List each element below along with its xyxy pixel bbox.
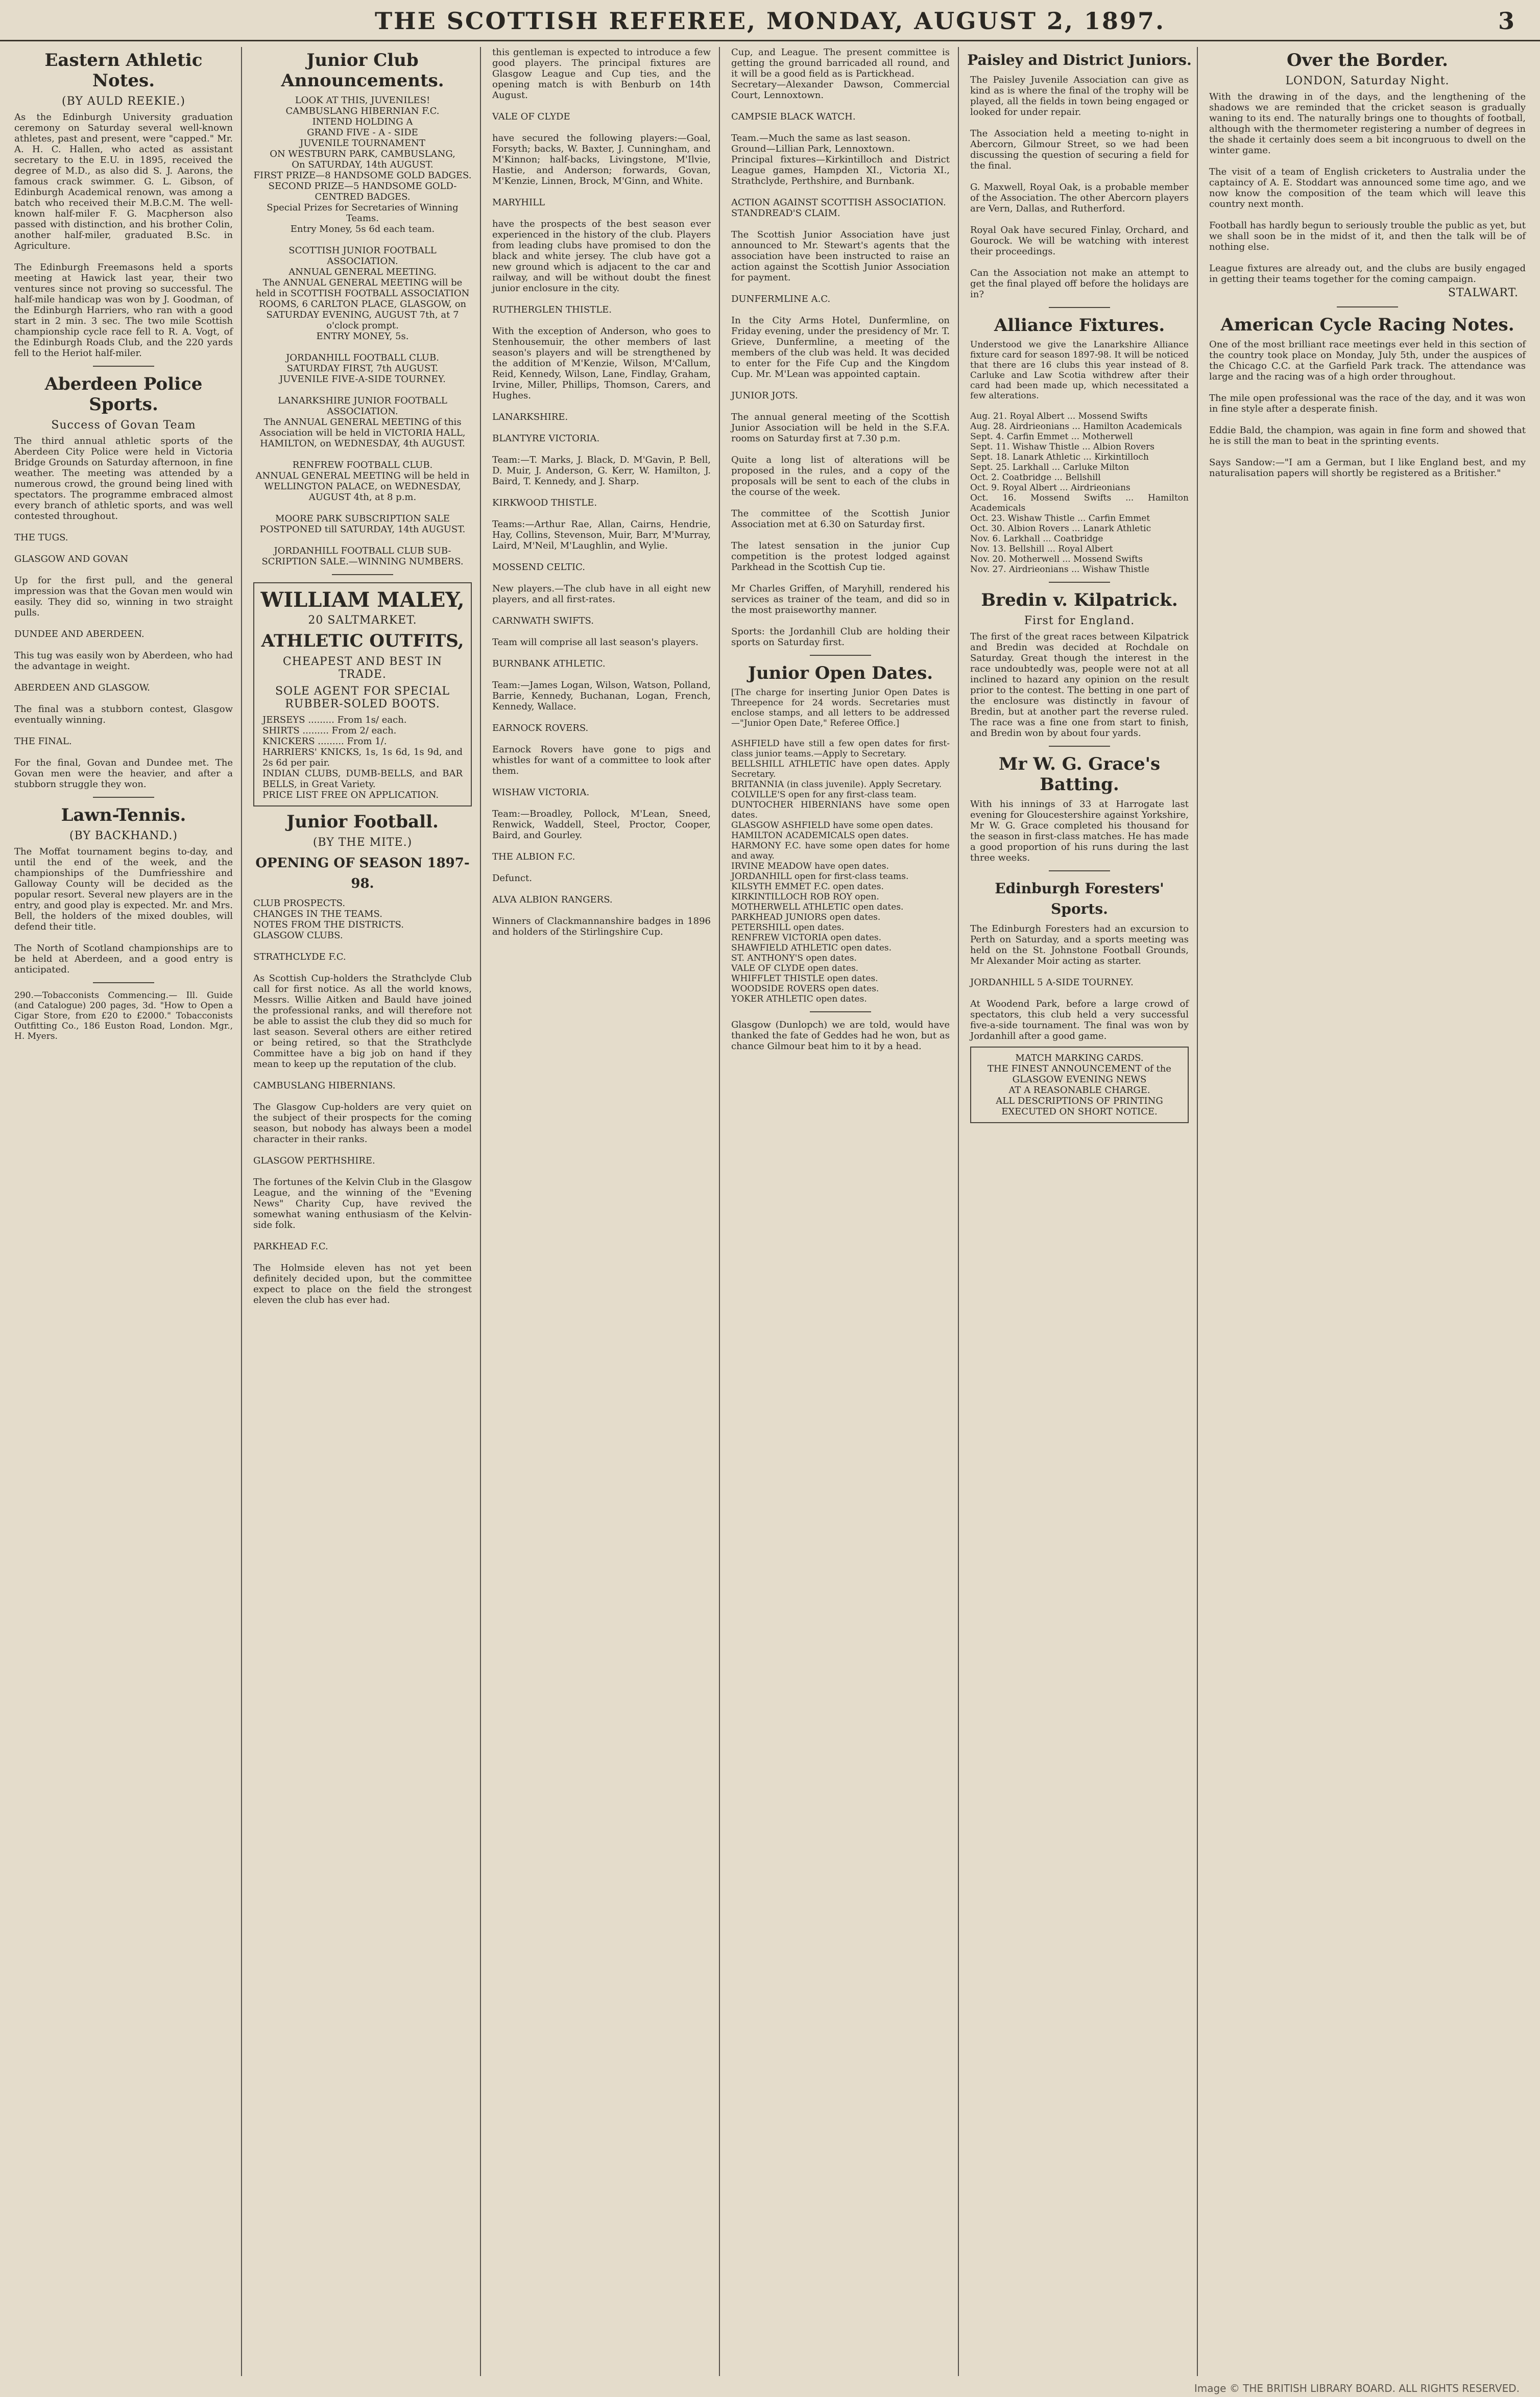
separator <box>93 797 154 798</box>
separator <box>1049 307 1110 308</box>
ad-line: SOLE AGENT FOR SPECIAL RUBBER-SOLED BOOTS. <box>275 685 450 710</box>
column-3 <box>489 47 714 2376</box>
printing-advertisement: MATCH MARKING CARDS. THE FINEST ANNOUNCEMENT of the GLASGOW EVENING NEWS AT A REASONABLE CHARGE. ALL DESCRIPTIONS OF PRINTING EXECUTED ON SHORT NOTICE. <box>970 1047 1189 1123</box>
page-number: 3 <box>1498 7 1514 35</box>
article-body: this gentleman is expected to introduce a few good players. The principal fixtures are Glasgow League and Cup ties, and the opening match is with Benburb on 14th August. VALE OF CLYDE have secured the following players:—Goal, Forsyth; backs, W. Baxter, J. Cunningham, and M'Kinnon; half-backs, Livingstone, M'Ilvie, Hastie, and Anderson; forwards, Govan, M'Kenzie, Linnen, Brock, M'Ginn, and White. MARYHILL have the prospects of the best season ever experienced in the history of the club. Players from leading clubs have promised to don the black and white jersey. The club have got a new ground which is adjacent to the car and railway, and will be without doubt the finest junior enclosure in the city. RUTHERGLEN THISTLE. With the exception of Anderson, who goes to Stenhousemuir, the other members of last season's players and will be strengthened by the addition of M'Kenzie, Wilson, M'Callum, Reid, Kennedy, Wilson, Lane, Findlay, Graham, Irvine, Miller, Phillips, Thomson, Carers, and Hughes. LANARKSHIRE. BLANTYRE VICTORIA. Team:—T. Marks, J. Black, D. M'Gavin, P. Bell, D. Muir, J. Anderson, G. Kerr, W. Hamilton, J. Baird, T. Kennedy, and J. Sharp. KIRKWOOD THISTLE. Teams:—Arthur Rae, Allan, Cairns, Hendrie, Hay, Collins, Stevenson, Muir, Barr, M'Murray, Laird, M'Neil, M'Laughlin, and Wylie. MOSSEND CELTIC. New players.—The club have in all eight new players, and all first-rates. CARNWATH SWIFTS. Team will comprise all last season's players. BURNBANK ATHLETIC. Team:—James Logan, Wilson, Watson, Polland, Barrie, Kennedy, Buchanan, Logan, French, Kennedy, Wallace. EARNOCK ROVERS. Earnock Rovers have gone to pigs and whistles for want of a committee to look after them. WISHAW VICTORIA. Team:—Broadley, Pollock, M'Lean, Sneed, Renwick, Waddell, Steel, Proctor, Cooper, Baird, and Gourley. THE ALBION F.C. Defunct. ALVA ALBION RANGERS. Winners of Clackmannanshire badges in 1896 and holders of the Stirlingshire Cup. <box>492 47 711 937</box>
section-heading: Junior Football. <box>286 812 439 832</box>
article-body: With his innings of 33 at Harrogate last evening for Gloucestershire against Yorkshire, Mr W. G. Grace completed his thousand for the season in first-class matches. He has made a good proportion of his runs during the last three weeks. <box>970 799 1192 863</box>
column-rule <box>719 47 720 2376</box>
maley-advertisement <box>253 582 472 806</box>
section-heading: Junior Open Dates. <box>748 663 933 683</box>
article-body: The first of the great races between Kilpatrick and Bredin was decided at Rochdale on Saturday. Great though the interest in the race undoubtedly was, people were not at all inclined to hazard any opinion on the result prior to the contest. The betting in one part of the enclosure was distinctly in favour of Bredin, but at another part the reverse ruled. The race was a fine one from start to finish, and Bredin won by about four yards. <box>970 631 1192 739</box>
article-body: One of the most brilliant race meetings ever held in this section of the country took place on Monday, July 5th, under the auspices of the Chicago C.C. at the Garfield Park track. The attendance was large and the racing was of a high order throughout. The mile open professional was the race of the day, and it was won in fine style after a desperate finish. Eddie Bald, the champion, was again in fine form and showed that he is still the man to beat in the sprinting events. Says Sandow:—"I am a German, but I like England best, and my naturalisation papers will shortly be registered as a Britisher." <box>1209 339 1526 479</box>
ad-items: JERSEYS ......... From 1s/ each. SHIRTS ......... From 2/ each. KNICKERS ......... From 1/. HARRIERS' KNICKS, 1s, 1s 6d, 1s 9d, and 2s 6d per pair. INDIAN CLUBS, DUMB-BELLS, and BAR BELLS, in Great Variety. PRICE LIST FREE ON APPLICATION. <box>262 715 463 800</box>
article-body: Cup, and League. The present committee is getting the ground barricaded all round, and it will be a good field as is Partickhead. Secretary—Alexander Dawson, Commercial Court, Lennoxtown. CAMPSIE BLACK WATCH. Team.—Much the same as last season. Ground—Lillian Park, Lennoxtown. Principal fixtures—Kirkintilloch and District League games, Hampden XI., Victoria XI., Strathclyde, Perthshire, and Burnbank. ACTION AGAINST SCOTTISH ASSOCIATION. STANDREAD'S CLAIM. The Scottish Junior Association have just announced to Mr. Stewart's agents that the association have been instructed to raise an action against the Scottish Junior Association for payment. DUNFERMLINE A.C. In the City Arms Hotel, Dunfermline, on Friday evening, under the presidency of Mr. T. Grieve, Dunfermline, a meeting of the members of the club was held. It was decided to enter for the Fife Cup and the Kingdom Cup. Mr. M'Lean was appointed captain. JUNIOR JOTS. The annual general meeting of the Scottish Junior Association will be held in the S.F.A. rooms on Saturday first at 7.30 p.m. Quite a long list of alterations will be proposed in the rules, and a copy of the proposals will be sent to each of the clubs in the course of the week. The committee of the Scottish Junior Association met at 6.30 on Saturday first. The latest sensation in the junior Cup competition is the protest lodged against Parkhead in the Scottish Cup tie. Mr Charles Griffen, of Maryhill, rendered his services as trainer of the team, and did so in the most praiseworthy manner. Sports: the Jordanhill Club are holding their sports on Saturday first. <box>731 47 950 648</box>
column-1 <box>11 47 236 2376</box>
separator <box>332 574 393 575</box>
separator <box>1337 306 1398 307</box>
article-body: The Moffat tournament begins to-day, and until the end of the week, and the championships of the Dumfriesshire and Galloway County will be decided as the popular resort. Several new players are in the entry, and good play is expected. Mr. and Mrs. Bell, the holders of the mixed doubles, will defend their title. The North of Scotland championships are to be held at Aberdeen, and a good entry is anticipated. <box>14 846 233 975</box>
newspaper-title: THE SCOTTISH REFEREE, MONDAY, AUGUST 2, 1897. <box>374 7 1166 35</box>
fixtures-list: Understood we give the Lanarkshire Alliance fixture card for season 1897-98. It will be noticed that there are 16 clubs this year instead of 8. Carluke and Law Scotia withdrew after their card had been made up, which necessitated a few alterations. Aug. 21. Royal Albert ... Mossend Swifts Aug. 28. Airdrieonians ... Hamilton Academicals Sept. 4. Carfin Emmet ... Motherwell Sept. 11. Wishaw Thistle ... Albion Rovers Sept. 18. Lanark Athletic ... Kirkintilloch Sept. 25. Larkhall ... Carluke Milton Oct. 2. Coatbridge ... Bellshill Oct. 9. Royal Albert ... Airdrieonians Oct. 16. Mossend Swifts ... Hamilton Academicals Oct. 23. Wishaw Thistle ... Carfin Emmet Oct. 30. Albion Rovers ... Lanark Athletic Nov. 6. Larkhall ... Coatbridge Nov. 13. Bellshill ... Royal Albert Nov. 20. Motherwell ... Mossend Swifts Nov. 27. Airdrieonians ... Wishaw Thistle <box>970 340 1189 575</box>
article-body: As the Edinburgh University graduation ceremony on Saturday several well-known athletes, past and present, were "capped." Mr. A. H. C. Hallen, who acted as assistant secretary to the E.U. in 1895, received the degree of M.D., as also did S. J. Aarons, the famous crack swimmer. G. L. Gibson, of Edinburgh Academical renown, was among a batch who received their M.B.C.M. The well-known half-miler F. G. Macpherson also passed with distinction, and his brother Colin, another half-miler, graduated B.Sc. in Agriculture. The Edinburgh Freemasons held a sports meeting at Hawick last year, their two ventures since not proving so successful. The half-mile handicap was won by J. Goodman, of the Edinburgh Harriers, who ran with a good start in 2 min. 3 sec. The two mile Scottish championship cycle race fell to R. A. Vogt, of the Edinburgh Roads Club, and the 220 yards fell to the Heriot half-miler. <box>14 112 233 359</box>
subheading: First for England. <box>1024 614 1135 627</box>
section-heading: American Cycle Racing Notes. <box>1220 315 1514 335</box>
separator <box>93 982 154 983</box>
advertiser-address: 20 SALTMARKET. <box>308 614 417 627</box>
column-4 <box>728 47 953 2376</box>
subheading: Success of Govan Team <box>51 419 196 432</box>
column-rule <box>480 47 481 2376</box>
footer <box>0 2380 1540 2397</box>
column-rule <box>241 47 242 2376</box>
section-heading: Alliance Fixtures. <box>994 315 1165 336</box>
separator <box>1049 870 1110 871</box>
classified-ad: 290.—Tobacconists Commencing.— Ill. Guide (and Catalogue) 200 pages, 3d. "How to Open a Cigar Store, from £20 to £2000." Tobacconists Outfitting Co., 186 Euston Road, London. Mgr., H. Myers. <box>14 990 233 1041</box>
column-5 <box>967 47 1192 2376</box>
article-body: Glasgow (Dunlopch) we are told, would have thanked the fate of Geddes had he won, but as chance Gilmour beat him to it by a head. <box>731 1019 953 1052</box>
separator <box>810 1011 871 1012</box>
column-rule <box>958 47 959 2376</box>
section-heading: Aberdeen Police Sports. <box>44 374 203 415</box>
section-heading: Junior Club Announcements. <box>281 50 444 91</box>
byline: (BY BACKHAND.) <box>69 829 178 842</box>
section-heading: Lawn-Tennis. <box>61 805 186 825</box>
column-rule <box>1197 47 1198 2376</box>
separator <box>93 366 154 367</box>
dateline: LONDON, Saturday Night. <box>1285 75 1450 87</box>
masthead <box>0 0 1540 41</box>
section-heading: Eastern Athletic Notes. <box>44 50 203 91</box>
section-heading: Edinburgh Foresters' Sports. <box>995 880 1164 917</box>
open-dates-list: [The charge for inserting Junior Open Dates is Threepence for 24 words. Secretaries must enclose stamps, and all letters to be addressed—"Junior Open Date," Referee Office.] ASHFIELD have still a few open dates for first-class junior teams.—Apply to Secretary. BELLSHILL ATHLETIC have open dates. Apply Secretary. BRITANNIA (in class juvenile). Apply Secretary. COLVILLE'S open for any first-class team. DUNTOCHER HIBERNIANS have some open dates. GLASGOW ASHFIELD have some open dates. HAMILTON ACADEMICALS open dates. HARMONY F.C. have some open dates for home and away. IRVINE MEADOW have open dates. JORDANHILL open for first-class teams. KILSYTH EMMET F.C. open dates. KIRKINTILLOCH ROB ROY open. MOTHERWELL ATHLETIC open dates. PARKHEAD JUNIORS open dates. PETERSHILL open dates. RENFREW VICTORIA open dates. SHAWFIELD ATHLETIC open dates. ST. ANTHONY'S open dates. VALE OF CLYDE open dates. WHIFFLET THISTLE open dates. WOODSIDE ROVERS open dates. YOKER ATHLETIC open dates. <box>731 687 950 1004</box>
subheading: OPENING OF SEASON 1897-98. <box>255 856 470 891</box>
section-heading: Bredin v. Kilpatrick. <box>981 590 1178 610</box>
column-6 <box>1206 47 1529 2376</box>
ad-line: ATHLETIC OUTFITS, <box>261 631 464 651</box>
club-announcements: LOOK AT THIS, JUVENILES! CAMBUSLANG HIBERNIAN F.C. INTEND HOLDING A GRAND FIVE - A - SIDE JUVENILE TOURNAMENT ON WESTBURN PARK, CAMBUSLANG, On SATURDAY, 14th AUGUST. FIRST PRIZE—8 HANDSOME GOLD BADGES. SECOND PRIZE—5 HANDSOME GOLD-CENTRED BADGES. Special Prizes for Secretaries of Winning Teams. Entry Money, 5s 6d each team. SCOTTISH JUNIOR FOOTBALL ASSOCIATION. ANNUAL GENERAL MEETING. The ANNUAL GENERAL MEETING will be held in SCOTTISH FOOTBALL ASSOCIATION ROOMS, 6 CARLTON PLACE, GLASGOW, on SATURDAY EVENING, AUGUST 7th, at 7 o'clock prompt. ENTRY MONEY, 5s. JORDANHILL FOOTBALL CLUB. SATURDAY FIRST, 7th AUGUST. JUVENILE FIVE-A-SIDE TOURNEY. LANARKSHIRE JUNIOR FOOTBALL ASSOCIATION. The ANNUAL GENERAL MEETING of this Association will be held in VICTORIA HALL, HAMILTON, on WEDNESDAY, 4th AUGUST. RENFREW FOOTBALL CLUB. ANNUAL GENERAL MEETING will be held in WELLINGTON PALACE, on WEDNESDAY, AUGUST 4th, at 8 p.m. MOORE PARK SUBSCRIPTION SALE POSTPONED till SATURDAY, 14th AUGUST. JORDANHILL FOOTBALL CLUB SUB-SCRIPTION SALE.—WINNING NUMBERS. <box>253 95 472 567</box>
ad-line: CHEAPEST AND BEST IN TRADE. <box>282 655 443 681</box>
copyright-notice: Image © THE BRITISH LIBRARY BOARD. ALL RIGHTS RESERVED. <box>1194 2382 1520 2394</box>
article-body: With the drawing in of the days, and the lengthening of the shadows we are reminded that the cricket season is gradually waning to its end. The naturally brings one to thoughts of football, although with the thermometer registering a number of degrees in the shade it certainly does seem a bit incongruous to dwell on the winter game. The visit of a team of English cricketers to Australia under the captaincy of A. E. Stoddart was announced some time ago, and we now know the composition of the team which will leave this country next month. Football has hardly begun to seriously trouble the public as yet, but we shall soon be in the midst of it, and then the talk will be of nothing else. League fixtures are already out, and the clubs are busily engaged in getting their teams together for the coming campaign. <box>1209 91 1526 284</box>
separator <box>1049 746 1110 747</box>
article-body: The Edinburgh Foresters had an excursion to Perth on Saturday, and a sports meeting was held on the St. Johnstone Football Grounds, Mr Alexander Moir acting as starter. JORDANHILL 5 A-SIDE TOURNEY. At Woodend Park, before a large crowd of spectators, this club held a very successful five-a-side tournament. The final was won by Jordanhill after a good game. <box>970 923 1189 1041</box>
byline: (BY AULD REEKIE.) <box>62 95 185 108</box>
section-heading: Mr W. G. Grace's Batting. <box>998 754 1161 795</box>
section-heading: Paisley and District Juniors. <box>967 52 1192 68</box>
column-2 <box>250 47 475 2376</box>
article-body: CLUB PROSPECTS. CHANGES IN THE TEAMS. NOTES FROM THE DISTRICTS. GLASGOW CLUBS. STRATHCLYDE F.C. As Scottish Cup-holders the Strathclyde Club call for first notice. As all the world knows, Messrs. Willie Aitken and Bauld have joined the professional ranks, and will therefore not be able to assist the club they did so much for last season. Several others are either retired or being retired, so that the Strathclyde Committee have a big job on hand if they mean to keep up the reputation of the club. CAMBUSLANG HIBERNIANS. The Glasgow Cup-holders are very quiet on the subject of their prospects for the coming season, but nobody has always been a model character in their ranks. GLASGOW PERTHSHIRE. The fortunes of the Kelvin Club in the Glasgow League, and the winning of the "Evening News" Charity Cup, have revived the somewhat waning enthusiasm of the Kelvin-side folk. PARKHEAD F.C. The Holmside eleven has not yet been definitely decided upon, but the committee expect to place on the field the strongest eleven the club has ever had. <box>253 898 472 1306</box>
advertiser-name: WILLIAM MALEY, <box>260 588 465 612</box>
article-body: The third annual athletic sports of the Aberdeen City Police were held in Victoria Bridge Grounds on Saturday afternoon, in fine weather. The meeting was attended by a numerous crowd, the ground being lined with spectators. The programme embraced almost every branch of athletic sports, and was well contested throughout. THE TUGS. GLASGOW AND GOVAN Up for the first pull, and the general impression was that the Govan men would win easily. They did so, winning in two straight pulls. DUNDEE AND ABERDEEN. This tug was easily won by Aberdeen, who had the advantage in weight. ABERDEEN AND GLASGOW. The final was a stubborn contest, Glasgow eventually winning. THE FINAL. For the final, Govan and Dundee met. The Govan men were the heavier, and after a stubborn struggle they won. <box>14 436 233 790</box>
separator <box>810 655 871 656</box>
byline: (BY THE MITE.) <box>312 836 413 849</box>
signoff: STALWART. <box>1448 287 1519 299</box>
article-body: The Paisley Juvenile Association can give as kind as is where the final of the trophy will be played, all the fields in town being engaged or looked for under repair. The Association held a meeting to-night in Abercorn, Gilmour Street, so we had been discussing the question of securing a field for the final. G. Maxwell, Royal Oak, is a probable member of the Association. The other Abercorn players are Vern, Dallas, and Rutherford. Royal Oak have secured Finlay, Orchard, and Gourock. We will be watching with interest their proceedings. Can the Association not make an attempt to get the final played off before the holidays are in? <box>970 75 1189 300</box>
section-heading: Over the Border. <box>1286 50 1448 70</box>
separator <box>1049 582 1110 583</box>
